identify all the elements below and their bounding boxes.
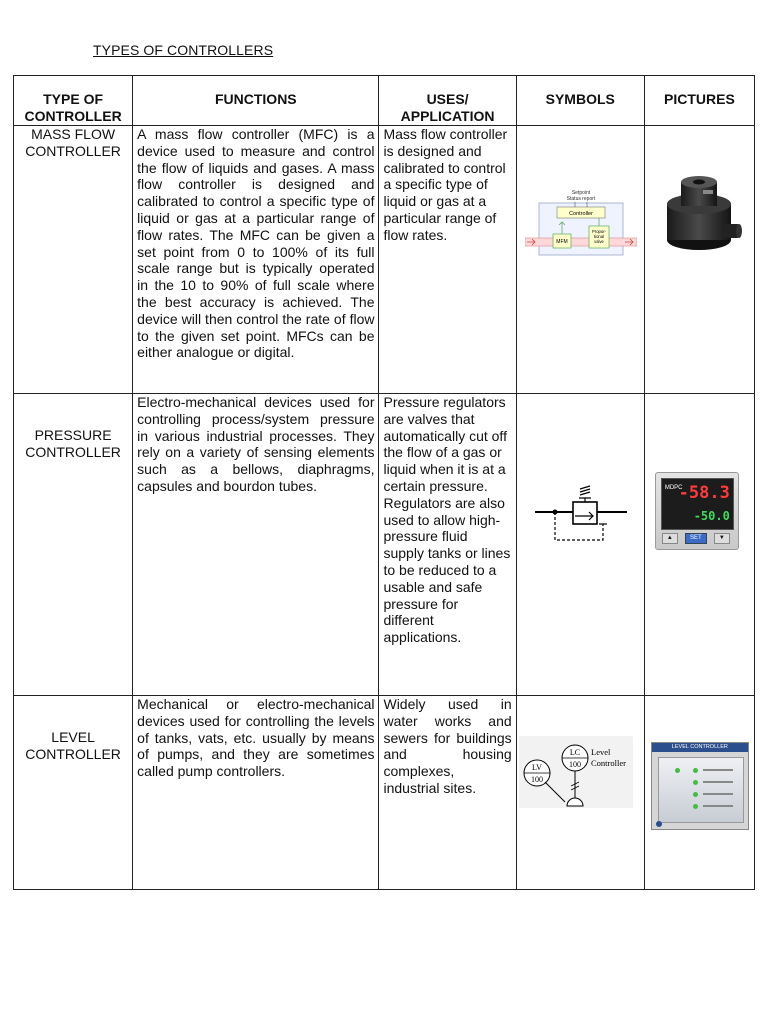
svg-text:Propor-: Propor- [591,229,606,234]
svg-text:LV: LV [531,763,542,772]
panel-title: LEVEL CONTROLLER [652,743,748,752]
status-label: Status report [566,196,595,202]
uses-cell: Mass flow controller is designed and calibrated to control a specific type of liquid or gas at a particular range of flow rates. [379,126,516,394]
mfc-diagram-icon [525,188,637,258]
picture-cell [644,126,754,394]
pressure-regulator-symbol-icon [535,478,627,548]
type-cell: MASS FLOW CONTROLLER [14,126,133,394]
level-controller-photo [651,742,749,830]
functions-cell: Electro-mechanical devices used for controlling process/system pressure in various industrial processes. They rely on a variety of sensing elements such as a bellows, diaphragms, capsules and bourdon tubes. [133,394,379,696]
header-type: TYPE OF CONTROLLER [14,76,133,126]
svg-text:tional: tional [593,234,604,239]
functions-cell: A mass flow controller (MFC) is a device used to measure and control the flow of liquids and gases. A mass flow controller is designed and calibrated to control a specific type of liquid or gas at a particular range of flow rates. The MFC can be given a set point from 0 to 100% of its full scale range but is typically operated in the 10 to 90% of full scale where the best accuracy is achieved. The device will then control the rate of flow to the given set point. MFCs can be either analogue or digital. [133,126,379,394]
svg-text:valve: valve [593,239,604,244]
symbol-cell [516,394,644,696]
setpoint-label: Setpoint [571,190,590,196]
controller-box-label: Controller [568,211,593,217]
svg-text:LC: LC [569,748,580,757]
svg-text:100: 100 [568,760,581,769]
controllers-table [13,75,755,890]
up-button-icon: ▼ [714,533,730,544]
header-symbols: SYMBOLS [516,76,644,126]
type-cell: LEVEL CONTROLLER [14,696,133,890]
set-button: SET [685,533,707,544]
uses-cell: Pressure regulators are valves that automatically cut off the flow of a gas or liquid when it is at a certain pressure. Regulators are also used to allow high-pressure fluid supply tanks or lines to be reduced to a usable and safe pressure for different applications. [379,394,516,696]
symbol-cell [516,696,644,890]
table-row [14,126,755,394]
header-row [14,76,755,126]
pressure-controller-photo [655,472,739,550]
down-button-icon: ▲ [662,533,678,544]
pv-display: -58.3 [678,483,730,503]
brand-label: MDPC [664,485,683,491]
picture-cell [644,696,754,890]
level-controller-symbol-icon [519,736,633,814]
svg-text:Level: Level [590,747,611,757]
picture-cell [644,394,754,696]
table-row [14,696,755,890]
header-pictures: PICTURES [644,76,754,126]
type-cell: PRESSURE CONTROLLER [14,394,133,696]
sv-display: -50.0 [693,509,730,523]
svg-text:100: 100 [530,775,543,784]
svg-text:Controller: Controller [590,758,626,768]
mass-flow-controller-photo [663,176,743,256]
functions-cell: Mechanical or electro-mechanical devices used for controlling the levels of tanks, vats, etc. usually by means of pumps, and they are sometimes called pump controllers. [133,696,379,890]
symbol-cell [516,126,644,394]
header-functions: FUNCTIONS [133,76,379,126]
header-uses: USES/ APPLICATION [379,76,516,126]
table-row [14,394,755,696]
mfm-label: MFM [555,239,568,245]
uses-cell: Widely used in water works and sewers for buildings and housing complexes, industrial sites. [379,696,516,890]
page-title: TYPES OF CONTROLLERS [93,42,274,58]
